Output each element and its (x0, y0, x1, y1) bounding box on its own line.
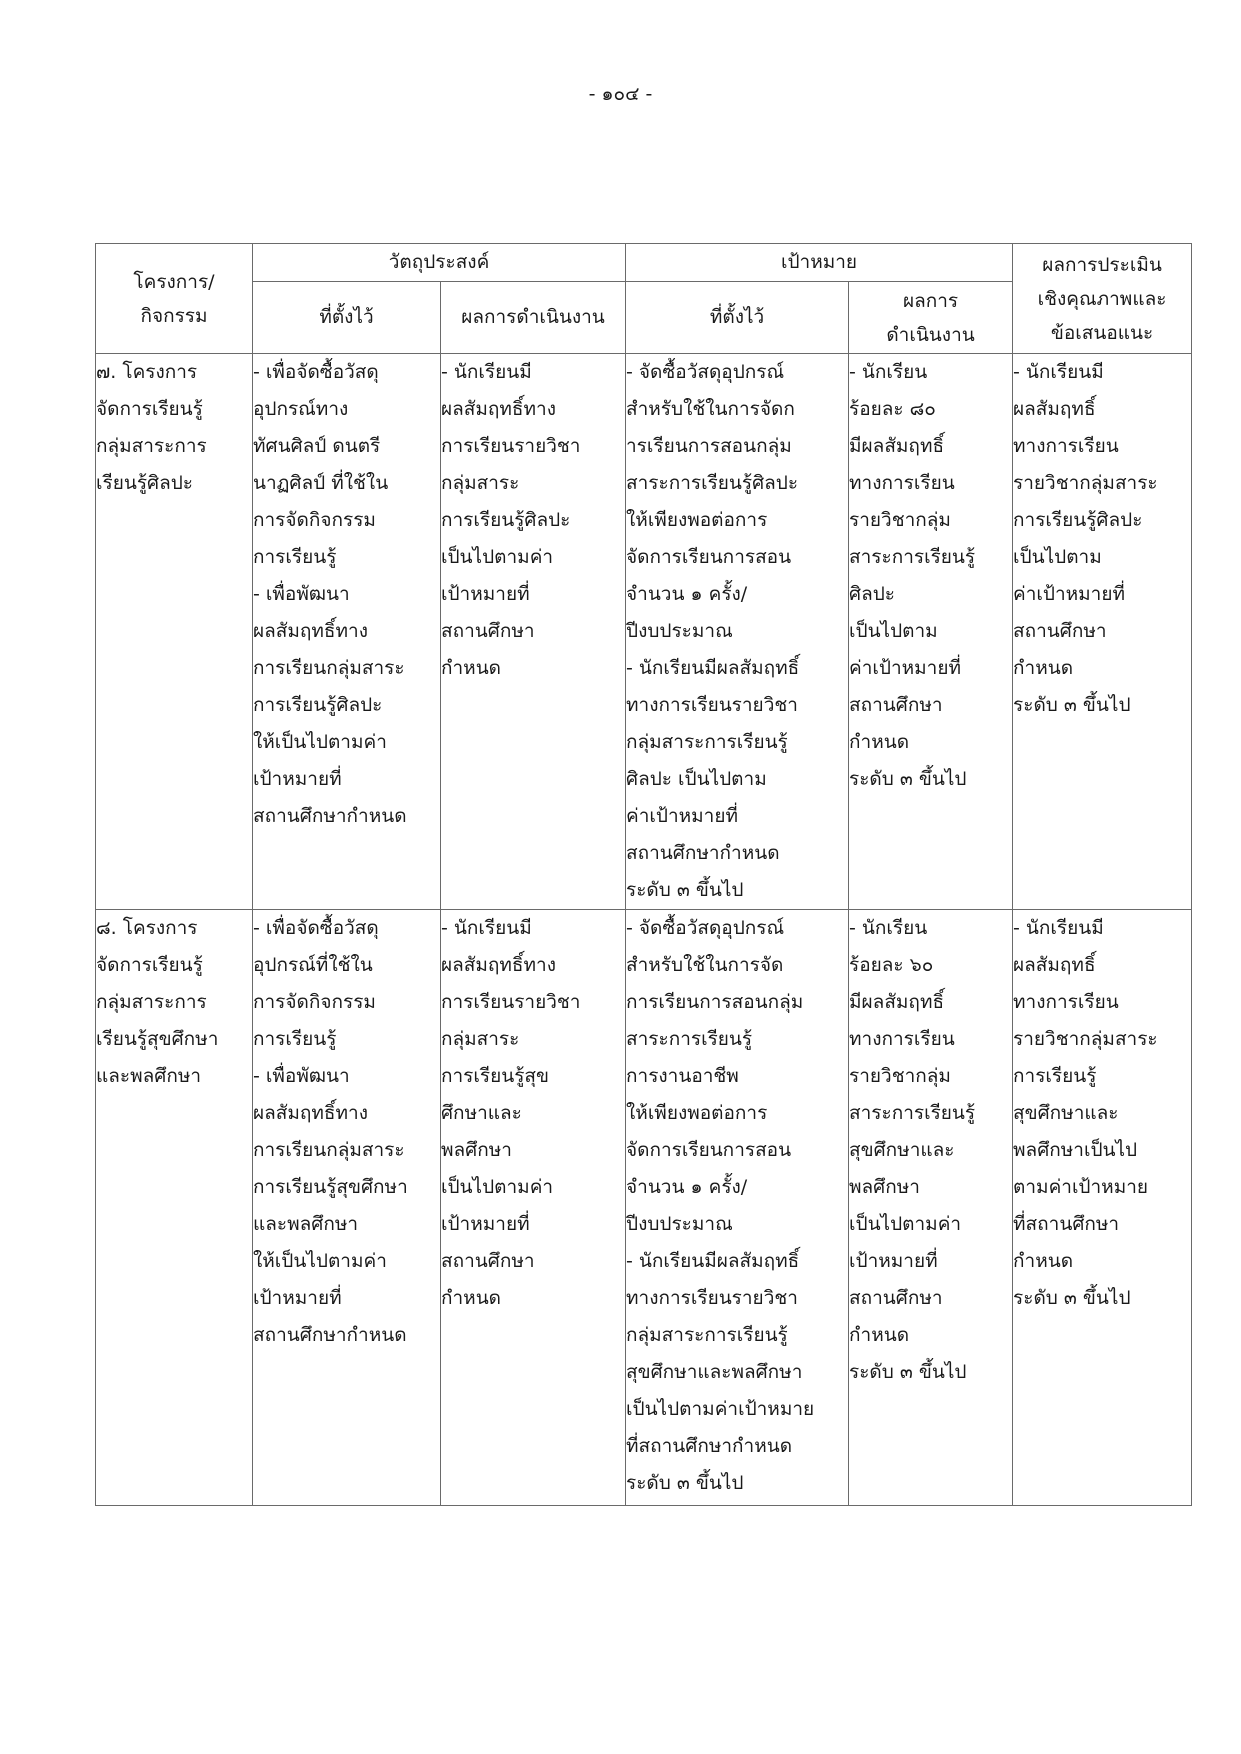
header-target-set: ที่ตั้งไว้ (626, 282, 849, 354)
cell-line: ให้เพียงพอต่อการ (626, 1102, 768, 1124)
cell-project (96, 354, 253, 910)
cell-line: - เพื่อจัดซื้อวัสดุ (253, 917, 379, 939)
cell-line: เป้าหมายที่ (253, 768, 342, 790)
cell-line: การจัดกิจกรรม (253, 509, 376, 531)
cell-line: เป็นไปตามค่า (441, 546, 554, 568)
cell-line: ระดับ ๓ ขึ้นไป (849, 1361, 967, 1383)
cell-line: ทางการเรียน (1013, 435, 1119, 457)
cell-line: ปีงบประมาณ (626, 1213, 733, 1235)
cell-line: ปีงบประมาณ (626, 620, 733, 642)
cell-line: สถานศึกษา (441, 620, 535, 642)
cell-line: รายวิชากลุ่มสาระ (1013, 472, 1158, 494)
cell-line: ผลสัมฤทธิ์ทาง (441, 398, 556, 420)
table-row (96, 354, 1192, 910)
cell-line: - จัดซื้อวัสดุอุปกรณ์ (626, 917, 785, 939)
cell-line: กลุ่มสาระ (441, 472, 520, 494)
cell-line: อุปกรณ์ทาง (253, 398, 349, 420)
cell-line: การเรียนรู้สุข (441, 1065, 549, 1087)
header-objective-set: ที่ตั้งไว้ (253, 282, 441, 354)
cell-line: ร้อยละ ๘๐ (849, 398, 936, 420)
cell-line: สุขศึกษาและพลศึกษา (626, 1361, 803, 1383)
cell-line: - เพื่อจัดซื้อวัสดุ (253, 361, 379, 383)
cell-line: เป็นไปตามค่า (849, 1213, 962, 1235)
cell-line: พลศึกษา (849, 1176, 920, 1198)
cell-line: สำหรับใช้ในการจัดก (626, 398, 795, 420)
cell-line: ทางการเรียนรายวิชา (626, 1287, 798, 1309)
cell-target-result (849, 354, 1013, 910)
cell-line: การเรียนรายวิชา (441, 435, 581, 457)
cell-line: สาระการเรียนรู้ (626, 1028, 753, 1050)
cell-line: เป็นไปตามค่าเป้าหมาย (626, 1398, 815, 1420)
cell-target-result (849, 910, 1013, 1506)
cell-line: เป็นไปตาม (1013, 546, 1102, 568)
cell-line: รายวิชากลุ่ม (849, 509, 951, 531)
cell-line: สถานศึกษากำหนด (253, 1324, 407, 1346)
cell-line: ให้เป็นไปตามค่า (253, 1250, 387, 1272)
cell-line: ตามค่าเป้าหมาย (1013, 1176, 1149, 1198)
cell-line: และพลศึกษา (253, 1213, 359, 1235)
cell-line: ๗. โครงการ (96, 361, 198, 383)
cell-line: กลุ่มสาระการเรียนรู้ (626, 1324, 788, 1346)
cell-line: ระดับ ๓ ขึ้นไป (626, 879, 744, 901)
cell-line: - นักเรียนมี (441, 917, 532, 939)
cell-line: เป้าหมายที่ (441, 1213, 530, 1235)
cell-line: ทางการเรียน (1013, 991, 1119, 1013)
cell-line: ทางการเรียน (849, 1028, 955, 1050)
cell-objective-set (253, 910, 441, 1506)
cell-line: สาระการเรียนรู้ (849, 546, 976, 568)
cell-line: เป็นไปตาม (849, 620, 938, 642)
table-row (96, 910, 1192, 1506)
header-target-result: ผลการ ดำเนินงาน (849, 282, 1013, 354)
cell-line: ศิลปะ เป็นไปตาม (626, 768, 767, 790)
cell-line: - เพื่อพัฒนา (253, 583, 350, 605)
cell-line: กำหนด (441, 1287, 502, 1309)
cell-line: การเรียนกลุ่มสาระ (253, 657, 405, 679)
cell-line: สาระการเรียนรู้ (849, 1102, 976, 1124)
cell-line: การเรียนรู้ (1013, 1065, 1097, 1087)
cell-line: กำหนด (849, 1324, 910, 1346)
cell-line: กลุ่มสาระการ (96, 991, 207, 1013)
page-number: - ๑๐๔ - (588, 83, 653, 105)
cell-line: สถานศึกษากำหนด (253, 805, 407, 827)
cell-line: - จัดซื้อวัสดุอุปกรณ์ (626, 361, 785, 383)
header-target: เป้าหมาย (626, 244, 1013, 282)
cell-line: ที่สถานศึกษา (1013, 1213, 1120, 1235)
cell-line: ทางการเรียน (849, 472, 955, 494)
cell-line: จัดการเรียนรู้ (96, 398, 203, 420)
cell-line: การเรียนรายวิชา (441, 991, 581, 1013)
cell-line: ร้อยละ ๖๐ (849, 954, 934, 976)
cell-line: ศิลปะ (849, 583, 895, 605)
cell-line: และพลศึกษา (96, 1065, 202, 1087)
cell-line: เรียนรู้ศิลปะ (96, 472, 193, 494)
cell-line: ารเรียนการสอนกลุ่ม (626, 435, 792, 457)
cell-line: จัดการเรียนการสอน (626, 1139, 792, 1161)
cell-line: ผลสัมฤทธิ์ (1013, 398, 1096, 420)
cell-line: - นักเรียนมี (1013, 917, 1104, 939)
cell-line: ที่สถานศึกษากำหนด (626, 1435, 793, 1457)
cell-line: สุขศึกษาและ (849, 1139, 955, 1161)
cell-target-set (626, 354, 849, 910)
cell-line: การเรียนรู้ (253, 546, 337, 568)
cell-line: เป้าหมายที่ (441, 583, 530, 605)
cell-line: รายวิชากลุ่ม (849, 1065, 951, 1087)
cell-line: การเรียนรู้สุขศึกษา (253, 1176, 408, 1198)
project-evaluation-table (95, 243, 1192, 1506)
cell-line: ศึกษาและ (441, 1102, 522, 1124)
cell-line: ค่าเป้าหมายที่ (626, 805, 738, 827)
cell-line: สถานศึกษากำหนด (626, 842, 780, 864)
cell-line: การเรียนการสอนกลุ่ม (626, 991, 804, 1013)
cell-line: - นักเรียนมีผลสัมฤทธิ์ (626, 1250, 800, 1272)
cell-line: - นักเรียนมี (441, 361, 532, 383)
cell-line: ผลสัมฤทธิ์ (1013, 954, 1096, 976)
header-evaluation: ผลการประเมิน เชิงคุณภาพและ ข้อเสนอแนะ (1013, 244, 1192, 354)
cell-line: ผลสัมฤทธิ์ทาง (253, 620, 368, 642)
cell-line: กลุ่มสาระ (441, 1028, 520, 1050)
cell-objective-result (441, 910, 626, 1506)
cell-line: อุปกรณ์ที่ใช้ใน (253, 954, 373, 976)
cell-line: - นักเรียนมีผลสัมฤทธิ์ (626, 657, 800, 679)
cell-line: สถานศึกษา (441, 1250, 535, 1272)
cell-line: รายวิชากลุ่มสาระ (1013, 1028, 1158, 1050)
cell-line: สำหรับใช้ในการจัด (626, 954, 784, 976)
header-objective: วัตถุประสงค์ (253, 244, 626, 282)
cell-line: เป้าหมายที่ (253, 1287, 342, 1309)
cell-line: ระดับ ๓ ขึ้นไป (1013, 1287, 1131, 1309)
cell-line: ระดับ ๓ ขึ้นไป (849, 768, 967, 790)
cell-line: เป้าหมายที่ (849, 1250, 938, 1272)
cell-line: นาฏศิลป์ ที่ใช้ใน (253, 472, 389, 494)
header-objective-result: ผลการดำเนินงาน (441, 282, 626, 354)
cell-line: การเรียนรู้ศิลปะ (1013, 509, 1143, 531)
cell-line: สถานศึกษา (1013, 620, 1107, 642)
cell-line: ให้เป็นไปตามค่า (253, 731, 387, 753)
cell-line: สุขศึกษาและ (1013, 1102, 1119, 1124)
cell-evaluation (1013, 910, 1192, 1506)
cell-line: - นักเรียนมี (1013, 361, 1104, 383)
cell-line: การงานอาชีพ (626, 1065, 739, 1087)
cell-line: การเรียนรู้ศิลปะ (253, 694, 383, 716)
cell-evaluation (1013, 354, 1192, 910)
cell-line: ให้เพียงพอต่อการ (626, 509, 768, 531)
cell-line: จำนวน ๑ ครั้ง/ (626, 1176, 748, 1198)
cell-line: กำหนด (1013, 657, 1074, 679)
cell-line: ทางการเรียนรายวิชา (626, 694, 798, 716)
cell-objective-set (253, 354, 441, 910)
cell-line: กำหนด (441, 657, 502, 679)
cell-project (96, 910, 253, 1506)
cell-line: การเรียนรู้ (253, 1028, 337, 1050)
cell-line: กำหนด (1013, 1250, 1074, 1272)
cell-line: กำหนด (849, 731, 910, 753)
cell-line: ทัศนศิลป์ ดนตรี (253, 435, 381, 457)
cell-line: การเรียนรู้ศิลปะ (441, 509, 571, 531)
cell-line: - นักเรียน (849, 917, 928, 939)
cell-line: ค่าเป้าหมายที่ (849, 657, 961, 679)
cell-line: กลุ่มสาระการเรียนรู้ (626, 731, 788, 753)
cell-line: ๘. โครงการ (96, 917, 198, 939)
cell-line: เรียนรู้สุขศึกษา (96, 1028, 219, 1050)
cell-line: ระดับ ๓ ขึ้นไป (626, 1472, 744, 1494)
cell-line: ผลสัมฤทธิ์ทาง (253, 1102, 368, 1124)
cell-line: จำนวน ๑ ครั้ง/ (626, 583, 748, 605)
cell-line: - นักเรียน (849, 361, 928, 383)
cell-line: เป็นไปตามค่า (441, 1176, 554, 1198)
cell-line: สถานศึกษา (849, 1287, 943, 1309)
cell-line: จัดการเรียนรู้ (96, 954, 203, 976)
cell-line: มีผลสัมฤทธิ์ (849, 991, 945, 1013)
cell-line: ระดับ ๓ ขึ้นไป (1013, 694, 1131, 716)
cell-line: จัดการเรียนการสอน (626, 546, 792, 568)
cell-line: พลศึกษา (441, 1139, 512, 1161)
cell-line: ค่าเป้าหมายที่ (1013, 583, 1126, 605)
cell-line: การจัดกิจกรรม (253, 991, 376, 1013)
cell-line: สาระการเรียนรู้ศิลปะ (626, 472, 799, 494)
cell-line: กลุ่มสาระการ (96, 435, 207, 457)
cell-line: การเรียนกลุ่มสาระ (253, 1139, 405, 1161)
cell-target-set (626, 910, 849, 1506)
cell-line: สถานศึกษา (849, 694, 943, 716)
cell-line: - เพื่อพัฒนา (253, 1065, 350, 1087)
header-project: โครงการ/ กิจกรรม (96, 244, 253, 354)
cell-objective-result (441, 354, 626, 910)
cell-line: ผลสัมฤทธิ์ทาง (441, 954, 556, 976)
cell-line: มีผลสัมฤทธิ์ (849, 435, 945, 457)
cell-line: พลศึกษาเป็นไป (1013, 1139, 1138, 1161)
